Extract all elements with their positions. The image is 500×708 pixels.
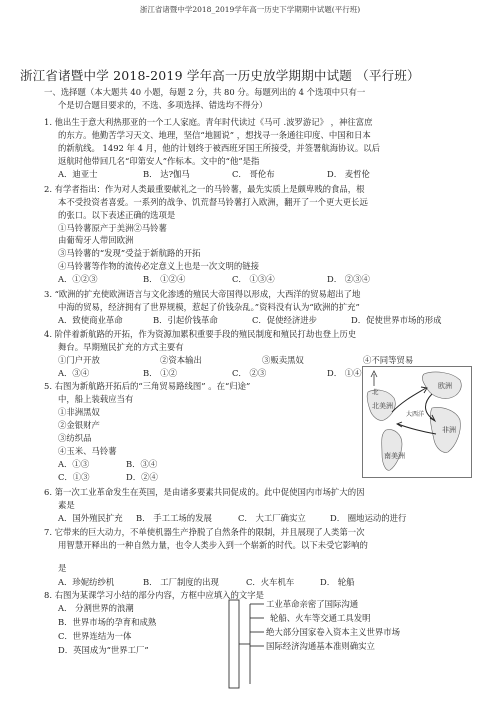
question-5-item: ④玉米、马铃薯 <box>58 446 117 456</box>
north-label: 北 <box>372 388 379 396</box>
question-3-option[interactable]: B．引起价钱革命 <box>153 315 218 325</box>
question-3-option[interactable]: D．促使世界市场的形成 <box>351 315 442 325</box>
question-7-option[interactable]: C．火车机车 <box>246 577 295 587</box>
running-header: 浙江省诸暨中学2018_2019学年高一历史下学期期中试题(平行班) <box>139 5 361 14</box>
question-7-option[interactable]: A．珍妮纺纱机 <box>58 577 115 587</box>
question-5-option[interactable]: C．①③ <box>58 472 90 482</box>
atlantic-label: 大西洋 <box>406 411 425 418</box>
question-8-right-item: 工业革命亲密了国际沟通 <box>266 599 359 609</box>
page-title: 浙江省诸暨中学 2018-2019 学年高一历史放学期期中试题 （平行班） <box>20 68 420 83</box>
question-8-right-item: 国际经济沟通基本准则确实立 <box>266 641 375 651</box>
question-8-option[interactable]: D．英国成为“世界工厂” <box>58 645 149 655</box>
question-2-option[interactable]: B． ①②④ <box>143 274 186 284</box>
question-2-option[interactable]: D． ②③④ <box>327 274 370 284</box>
question-4-item: ③贩卖黑奴 <box>262 355 304 365</box>
question-5-item: ②金银财产 <box>58 420 100 430</box>
section-instruction: 一、选择题（本大题共 40 小题，每题 2 分，共 80 分。每题列出的 4 个选项中只有一 <box>44 87 366 97</box>
question-2-item: ①马铃薯原产于美洲②马铃薯 <box>58 223 167 233</box>
question-2-item: ③马铃薯的“发现”受益于新航路的开拓 <box>58 248 201 258</box>
africa-label: 非洲 <box>442 426 456 434</box>
europe-label: 欧洲 <box>438 382 452 390</box>
question-5-item: ③纺织品 <box>58 433 92 443</box>
triangle-trade-map-drawing <box>362 366 472 478</box>
question-8-stem: 8. 右图为某课学习小结的部分内容，方框中应填入的文字是 <box>44 590 265 600</box>
question-8-right-item: 绝大部分国家卷入资本主义世界市场 <box>266 627 400 637</box>
question-1-option[interactable]: B． 达?伽马 <box>143 169 190 179</box>
question-3-option[interactable]: A．致使商业革命 <box>58 315 123 325</box>
question-7-option[interactable]: B． 工厂制度的出现 <box>143 577 219 587</box>
question-5-item: ①非洲黑奴 <box>58 407 100 417</box>
question-1-option[interactable]: C． 哥伦布 <box>232 169 275 179</box>
question-8-option[interactable]: B．世界市场的孕育和成熟 <box>58 617 157 627</box>
triangle-trade-map <box>362 366 472 478</box>
north-america-label: 北美洲 <box>372 402 393 410</box>
question-7-option[interactable]: D． 轮船 <box>320 577 355 587</box>
south-america-label: 南美洲 <box>384 452 405 460</box>
question-5-option[interactable]: B．③④ <box>126 459 158 469</box>
section-instruction: 个是切合题目要求的，不选、多项选择、错选均不得分） <box>58 100 268 110</box>
question-6-option[interactable]: B． 手工工场的发展 <box>136 513 212 523</box>
question-6-option[interactable]: C． 大工厂确实立 <box>238 513 306 523</box>
question-4-item: ④不同等贸易 <box>363 355 414 365</box>
question-6-option[interactable]: A．国外殖民扩充 <box>58 513 123 523</box>
question-2-option[interactable]: A．①②③ <box>58 274 98 284</box>
question-4-option[interactable]: D． ①④ <box>327 368 362 378</box>
question-8-option[interactable]: C．世界连结为一体 <box>58 631 132 641</box>
question-4-option[interactable]: A．③④ <box>58 368 90 378</box>
question-2-item: ④马铃薯等作物的流传必定意义上也是一次文明的链接 <box>58 261 259 271</box>
question-1-option[interactable]: A．迪亚士 <box>58 169 98 179</box>
question-8-right-item: 轮船、火车等交通工具发明 <box>270 613 371 623</box>
question-3-option[interactable]: C．促使经济进步 <box>252 315 318 325</box>
question-5-option[interactable]: A．①③ <box>58 459 90 469</box>
question-4-option[interactable]: C． ②③ <box>232 368 267 378</box>
question-4-option[interactable]: B． ①② <box>143 368 177 378</box>
question-5-option[interactable]: D．②④ <box>126 472 158 482</box>
summary-bracket-drawing <box>228 598 268 690</box>
question-1-option[interactable]: D． 麦哲伦 <box>327 169 370 179</box>
question-4-item: ②资本输出 <box>160 355 202 365</box>
question-6-option[interactable]: D． 圈地运动的进行 <box>330 513 407 523</box>
question-8-option[interactable]: A． 分割世界的浪潮 <box>58 603 134 613</box>
question-4-item: ①门户开放 <box>58 355 100 365</box>
question-2-option[interactable]: C． ①③④ <box>232 274 275 284</box>
summary-bracket <box>228 598 268 690</box>
question-2-item: 由葡萄牙人带回欧洲 <box>58 235 134 245</box>
